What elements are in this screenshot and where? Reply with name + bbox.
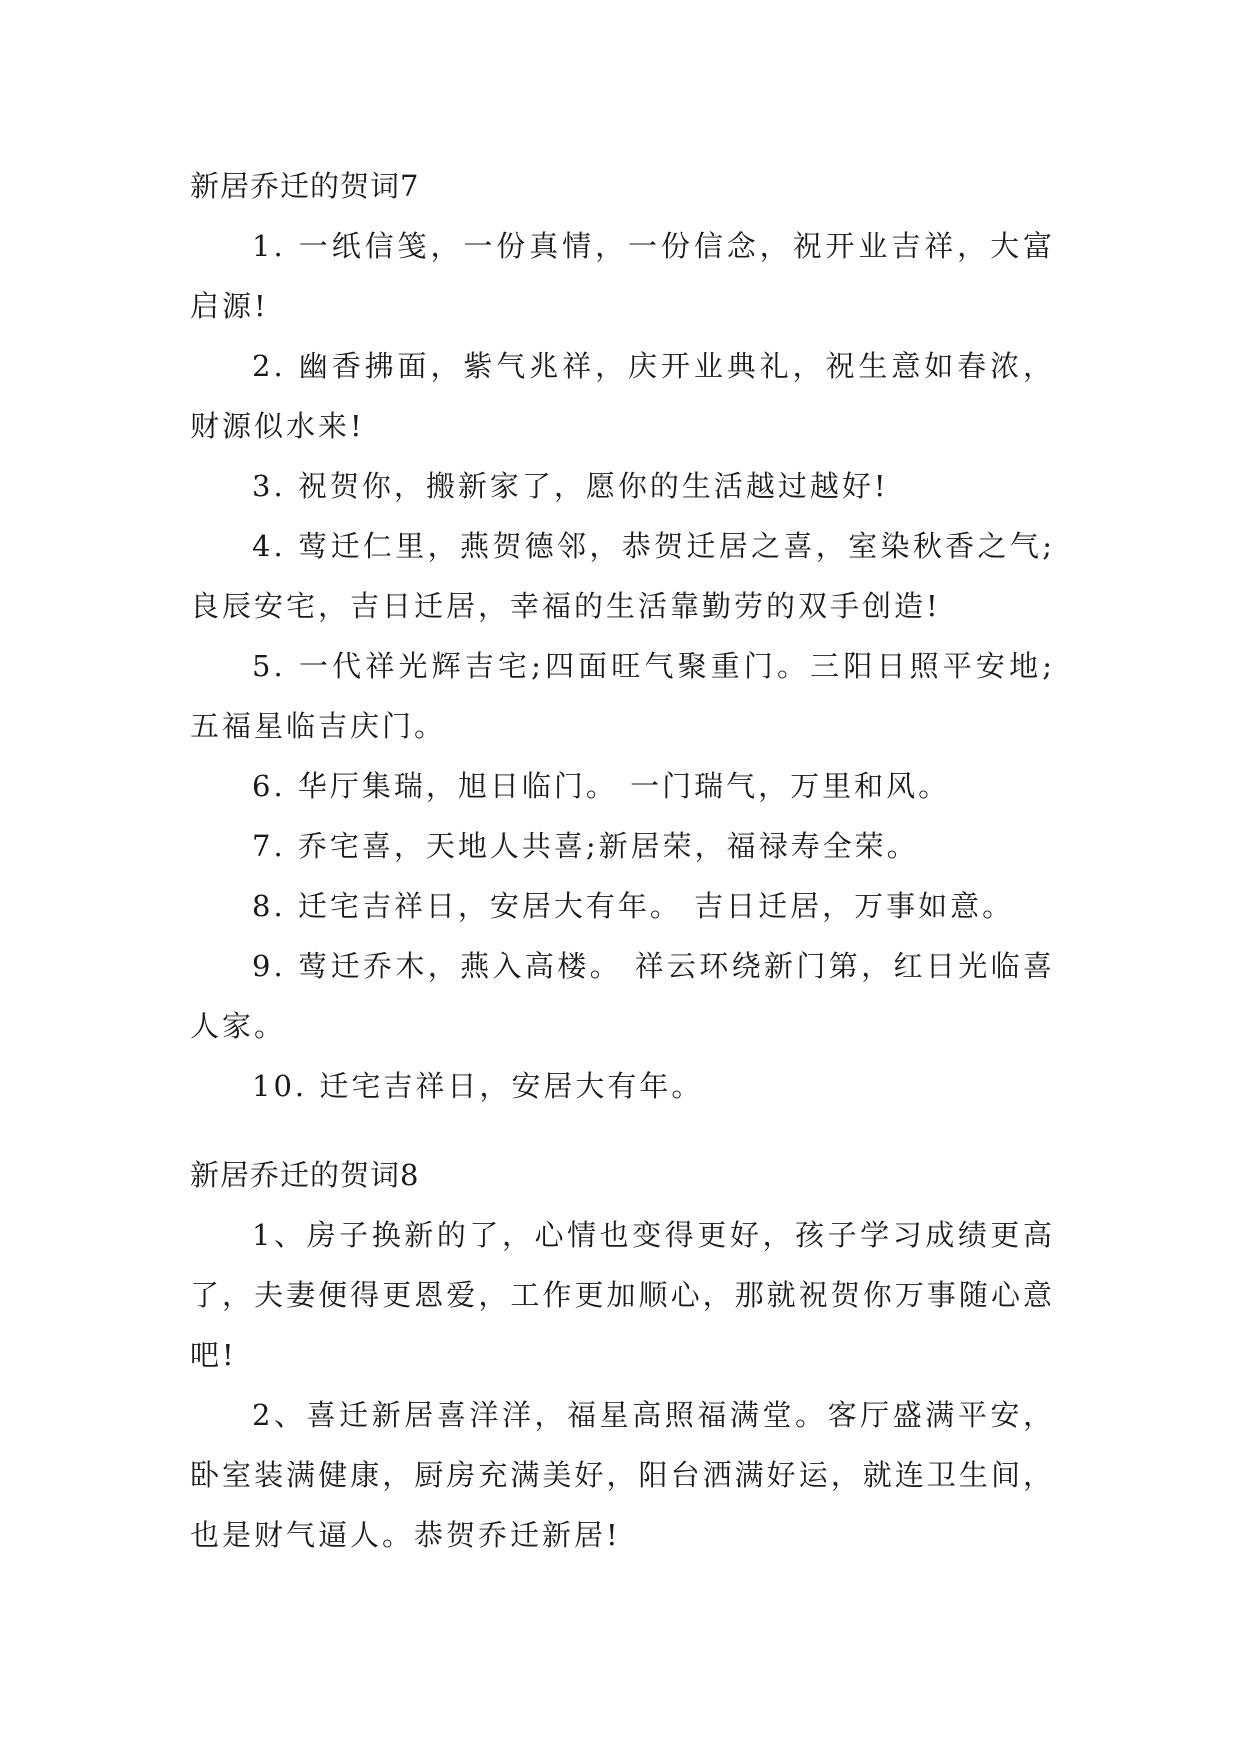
section-greetings-7 — [190, 156, 1055, 1116]
section-title: 新居乔迁的贺词7 — [190, 169, 420, 203]
greeting-paragraph: 4. 莺迁仁里，燕贺德邻，恭贺迁居之喜，室染秋香之气;良辰安宅，吉日迁居，幸福的生活靠勤劳的双手创造! — [190, 529, 1055, 623]
greeting-paragraph: 2. 幽香拂面，紫气兆祥，庆开业典礼，祝生意如春浓，财源似水来! — [190, 349, 1055, 443]
greeting-paragraph: 7. 乔宅喜，天地人共喜;新居荣，福禄寿全荣。 — [252, 829, 919, 863]
greeting-paragraph: 10. 迁宅吉祥日，安居大有年。 — [252, 1069, 704, 1103]
greeting-paragraph: 1、房子换新的了，心情也变得更好，孩子学习成绩更高了，夫妻便得更恩爱，工作更加顺心，那就祝贺你万事随心意吧! — [190, 1218, 1055, 1372]
greeting-paragraph: 2、喜迁新居喜洋洋，福星高照福满堂。客厅盛满平安，卧室装满健康，厨房充满美好，阳台洒满好运，就连卫生间，也是财气逼人。恭贺乔迁新居! — [190, 1398, 1055, 1552]
greeting-paragraph: 6. 华厅集瑞，旭日临门。 一门瑞气，万里和风。 — [252, 769, 951, 803]
greeting-paragraph: 1. 一纸信笺，一份真情，一份信念，祝开业吉祥，大富启源! — [190, 229, 1055, 323]
greeting-paragraph: 3. 祝贺你，搬新家了，愿你的生活越过越好! — [252, 469, 889, 503]
greeting-paragraph: 8. 迁宅吉祥日，安居大有年。 吉日迁居，万事如意。 — [252, 889, 1015, 923]
greeting-paragraph: 5. 一代祥光辉吉宅;四面旺气聚重门。三阳日照平安地;五福星临吉庆门。 — [190, 649, 1055, 743]
greeting-paragraph: 9. 莺迁乔木，燕入高楼。 祥云环绕新门第，红日光临喜人家。 — [190, 949, 1055, 1043]
section-greetings-8 — [190, 1145, 1055, 1565]
section-title: 新居乔迁的贺词8 — [190, 1158, 420, 1192]
